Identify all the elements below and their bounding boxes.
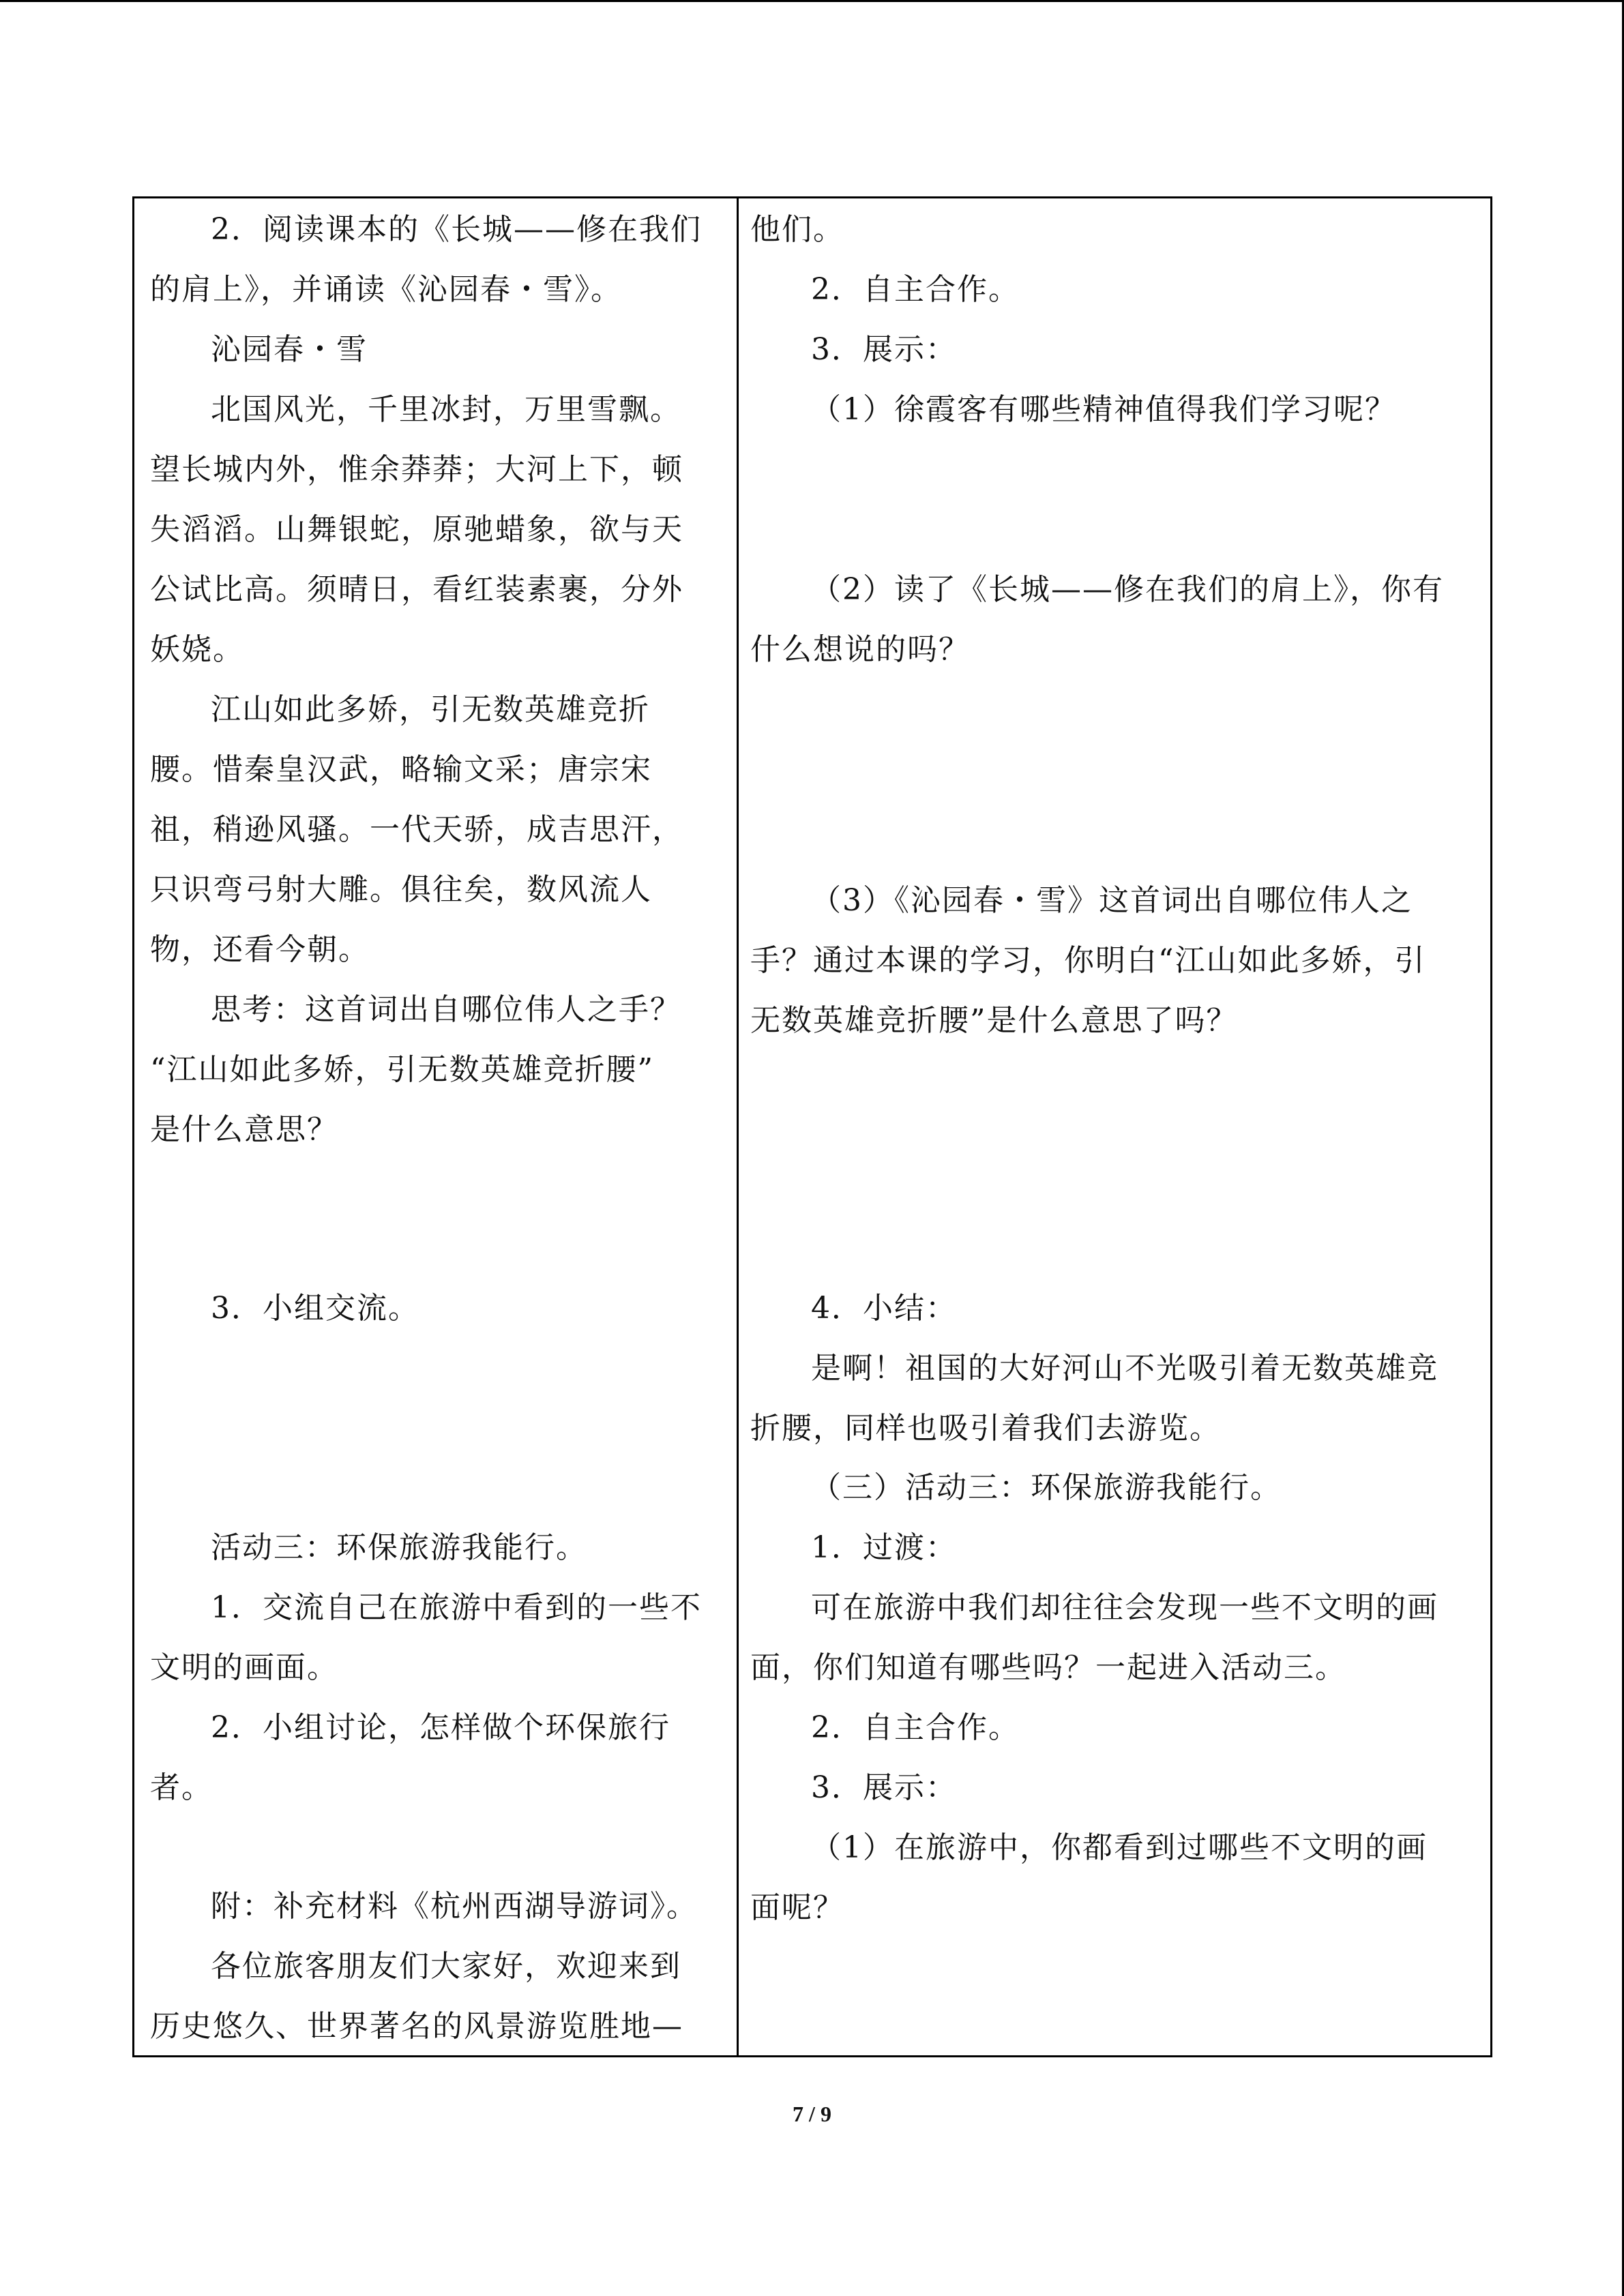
text-line: （1）在旅游中，你都看到过哪些不文明的画 bbox=[811, 1830, 1428, 1865]
text-line: （1）徐霞客有哪些精神值得我们学习呢？ bbox=[811, 392, 1396, 427]
text-line: 失滔滔。山舞银蛇，原驰蜡象，欲与天 bbox=[150, 512, 683, 547]
text-line: 1．过渡： bbox=[811, 1530, 957, 1565]
text-line: 他们。 bbox=[750, 212, 844, 247]
text-line: 腰。惜秦皇汉武，略输文采；唐宗宋 bbox=[150, 752, 652, 787]
text-line: 文明的画面。 bbox=[150, 1650, 338, 1685]
text-line: （3）《沁园春・雪》这首词出自哪位伟人之 bbox=[811, 883, 1413, 918]
text-line: 者。 bbox=[150, 1770, 213, 1805]
text-line: 3．小组交流。 bbox=[211, 1291, 419, 1326]
text-line: 的肩上》，并诵读《沁园春・雪》。 bbox=[150, 272, 622, 307]
text-line: 物，还看今朝。 bbox=[150, 932, 370, 967]
text-line: 历史悠久、世界著名的风景游览胜地— bbox=[150, 2009, 683, 2044]
activity-heading: 活动三：环保旅游我能行。 bbox=[211, 1530, 587, 1565]
text-line: 4．小结： bbox=[811, 1291, 957, 1326]
text-line: 面呢？ bbox=[750, 1890, 844, 1925]
text-line: 公试比高。须晴日，看红装素裹，分外 bbox=[150, 572, 683, 607]
text-line: 手？通过本课的学习，你明白“江山如此多娇，引 bbox=[750, 943, 1426, 978]
text-line: 北国风光，千里冰封，万里雪飘。 bbox=[211, 392, 681, 427]
text-line: 江山如此多娇，引无数英雄竞折 bbox=[211, 692, 650, 727]
text-line: 思考：这首词出自哪位伟人之手？ bbox=[211, 992, 681, 1027]
text-line: 是啊！祖国的大好河山不光吸引着无数英雄竞 bbox=[811, 1351, 1438, 1386]
text-line: 只识弯弓射大雕。俱往矣，数风流人 bbox=[150, 872, 652, 907]
poem-title: 沁园春・雪 bbox=[211, 332, 368, 367]
text-line: 1．交流自己在旅游中看到的一些不 bbox=[211, 1590, 702, 1625]
text-line: “江山如此多娇，引无数英雄竞折腰” bbox=[150, 1052, 654, 1087]
text-line: 各位旅客朋友们大家好，欢迎来到 bbox=[211, 1949, 681, 1984]
text-line: 望长城内外，惟余莽莽；大河上下，顿 bbox=[150, 452, 683, 487]
lesson-plan-table bbox=[132, 196, 1492, 2057]
text-line: 什么想说的吗？ bbox=[750, 632, 970, 667]
text-line: 无数英雄竞折腰”是什么意思了吗？ bbox=[750, 1003, 1238, 1038]
text-line: 2．小组讨论，怎样做个环保旅行 bbox=[211, 1710, 670, 1745]
text-line: 3．展示： bbox=[811, 332, 957, 367]
page-number: 7 / 9 bbox=[793, 2102, 831, 2126]
text-line: 妖娆。 bbox=[150, 632, 244, 667]
text-line: 2．自主合作。 bbox=[811, 272, 1020, 307]
section-heading: （三）活动三：环保旅游我能行。 bbox=[811, 1470, 1282, 1505]
text-line: 2．自主合作。 bbox=[811, 1710, 1020, 1745]
column-divider bbox=[737, 198, 739, 2055]
text-line: 2．阅读课本的《长城——修在我们 bbox=[211, 212, 702, 247]
text-line: 祖，稍逊风骚。一代天骄，成吉思汗， bbox=[150, 812, 683, 847]
text-line: 可在旅游中我们却往往会发现一些不文明的画 bbox=[811, 1590, 1438, 1625]
text-line: 是什么意思？ bbox=[150, 1112, 338, 1147]
text-line: 附：补充材料《杭州西湖导游词》。 bbox=[211, 1889, 698, 1924]
text-line: 折腰，同样也吸引着我们去游览。 bbox=[750, 1411, 1221, 1446]
text-line: 3．展示： bbox=[811, 1770, 957, 1805]
text-line: 面，你们知道有哪些吗？一起进入活动三。 bbox=[750, 1650, 1346, 1685]
text-line: （2）读了《长城——修在我们的肩上》，你有 bbox=[811, 572, 1444, 607]
